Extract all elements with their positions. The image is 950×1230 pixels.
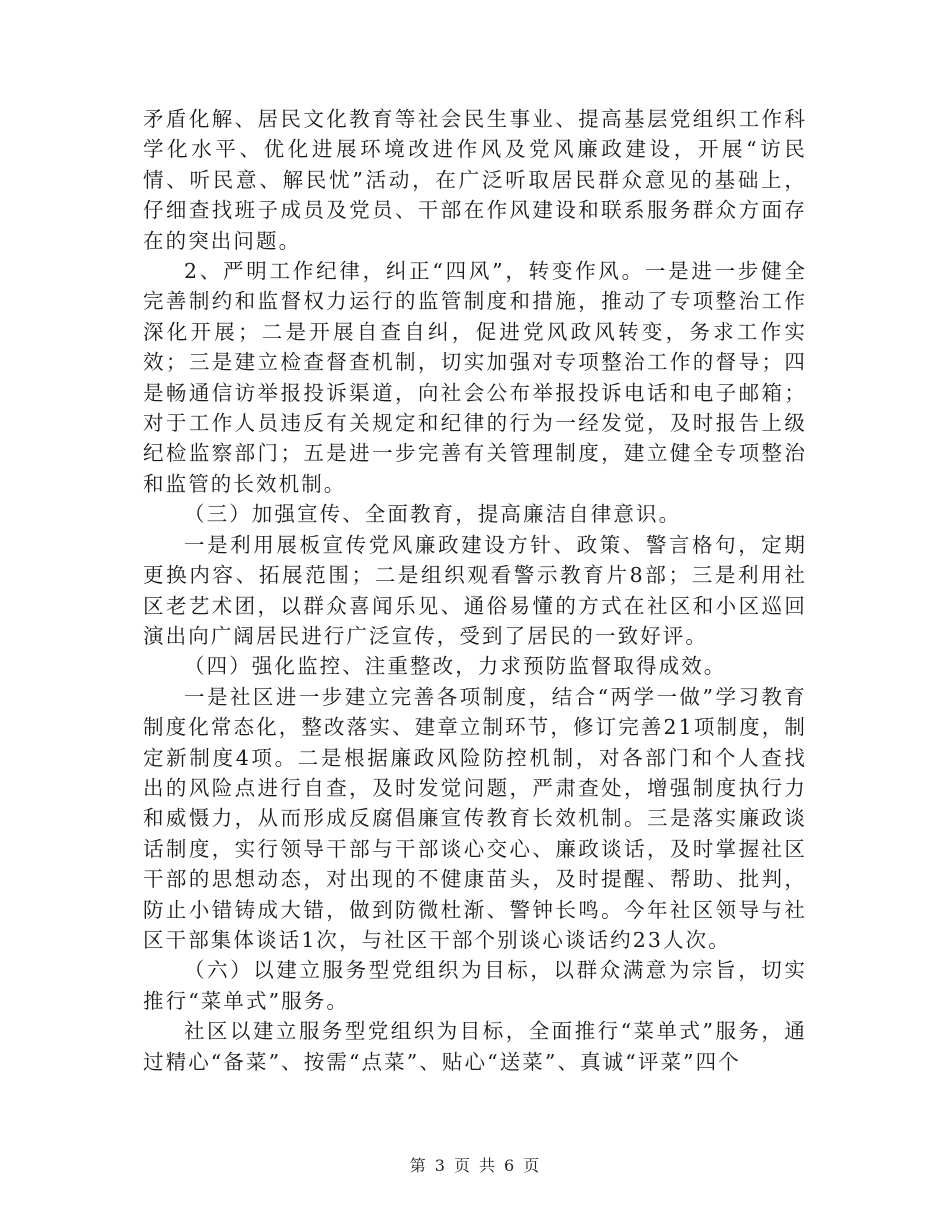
page-footer	[0, 1153, 950, 1176]
footer-total-pages: 6	[504, 1156, 516, 1175]
section-heading-3: （三）加强宣传、全面教育，提高廉洁自律意识。	[184, 502, 682, 527]
section-heading-6: （六）以建立服务型党组织为目标，以群众满意为宗旨，切实推行“菜单式”服务。	[143, 958, 807, 1013]
footer-label-page: 第	[409, 1156, 427, 1175]
paragraph-discipline: 2、严明工作纪律，纠正“四风”，转变作风。一是进一步健全完善制约和监督权力运行的监管制度和措施，推动了专项整治工作深化开展；二是开展自查自纠，促进党风政风转变，务求工作实效；三是建立检查督查机制，切实加强对专项整治工作的督导；四是畅通信访举报投诉渠道，向社会公布举报投诉电话和电子邮箱；对于工作人员违反有关规定和纪律的行为一经发觉，及时报告上级纪检监察部门；五是进一步完善有关管理制度，建立健全专项整治和监管的长效机制。	[143, 259, 807, 496]
footer-label-unit-end: 页	[523, 1156, 541, 1175]
footer-current-page: 3	[434, 1156, 446, 1175]
paragraph-continued: 矛盾化解、居民文化教育等社会民生事业、提高基层党组织工作科学化水平、优化进展环境改进作风及党风廉政建设，开展“访民情、听民意、解民忧”活动，在广泛听取居民群众意见的基础上，仔细查找班子成员及党员、干部在作风建设和联系服务群众方面存在的突出问题。	[143, 107, 807, 253]
paragraph-menu-service: 社区以建立服务型党组织为目标，全面推行“菜单式”服务，通过精心“备菜”、按需“点菜”、贴心“送菜”、真诚“评菜”四个	[143, 1019, 807, 1074]
paragraph-supervision: 一是社区进一步建立完善各项制度，结合“两学一做”学习教育制度化常态化，整改落实、建章立制环节，修订完善21项制度，制定新制度4项。二是根据廉政风险防控机制，对各部门和个人查找出的风险点进行自查，及时发觉问题，严肃查处，增强制度执行力和威慑力，从而形成反腐倡廉宣传教育长效机制。三是落实廉政谈话制度，实行领导干部与干部谈心交心、廉政谈话，及时掌握社区干部的思想动态，对出现的不健康苗头，及时提醒、帮助、批判，防止小错铸成大错，做到防微杜渐、警钟长鸣。今年社区领导与社区干部集体谈话1次，与社区干部个别谈心谈话约23人次。	[143, 684, 807, 952]
paragraph-publicity: 一是利用展板宣传党风廉政建设方针、政策、警言格句，定期更换内容、拓展范围；二是组织观看警示教育片8部；三是利用社区老艺术团，以群众喜闻乐见、通俗易懂的方式在社区和小区巡回演出向广阔居民进行广泛宣传，受到了居民的一致好评。	[143, 532, 807, 648]
section-heading-4: （四）强化监控、注重整改，力求预防监督取得成效。	[184, 654, 727, 679]
footer-label-unit: 页	[453, 1156, 471, 1175]
body-text	[143, 104, 807, 1077]
footer-label-total: 共	[479, 1156, 497, 1175]
